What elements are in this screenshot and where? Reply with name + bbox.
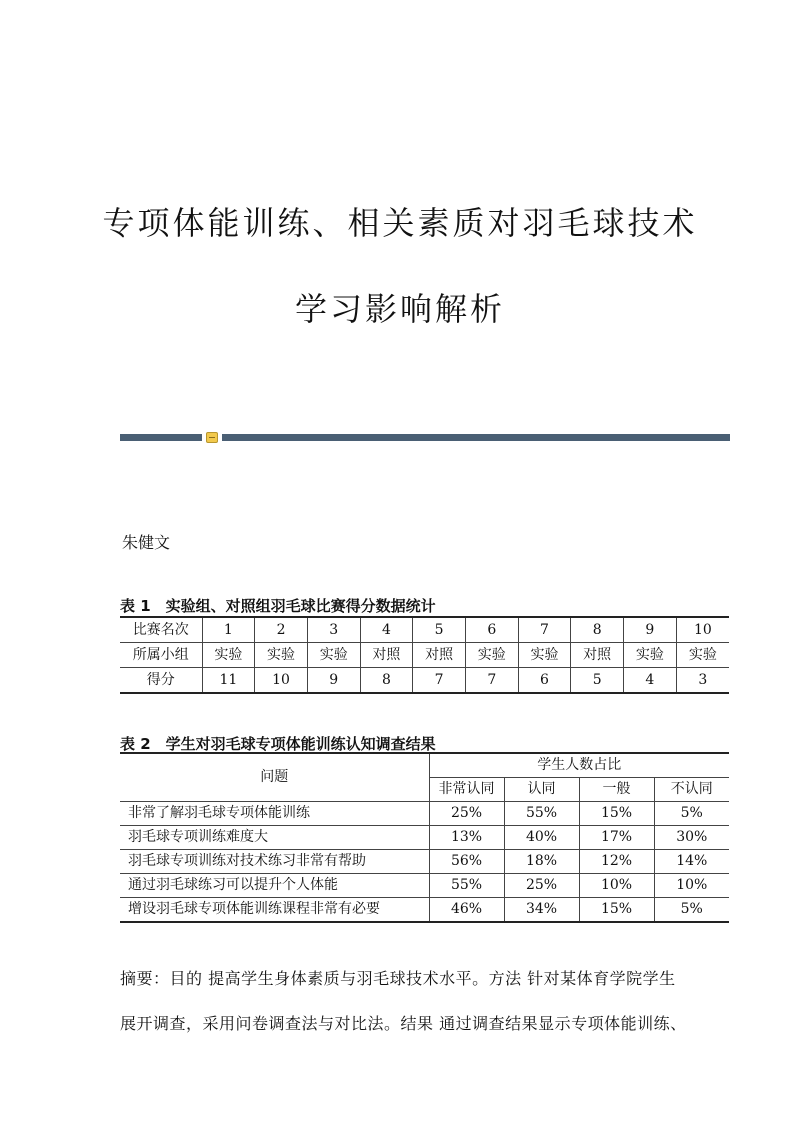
table2-cell: 34% [504, 898, 579, 923]
author: 朱健文 [122, 533, 171, 552]
table2-cell: 14% [654, 850, 729, 874]
table1-row-header: 得分 [120, 668, 202, 694]
table1-cell: 实验 [255, 643, 308, 668]
table2-cell: 13% [429, 826, 504, 850]
table1-cell: 4 [360, 617, 413, 643]
table1-cell: 3 [307, 617, 360, 643]
table2-question: 增设羽毛球专项体能训练课程非常有必要 [120, 898, 429, 923]
table2-row [120, 874, 729, 898]
table1-row-header: 比赛名次 [120, 617, 202, 643]
table2-cell: 10% [579, 874, 654, 898]
table1-cell: 4 [624, 668, 677, 694]
table2-row [120, 850, 729, 874]
table2-row [120, 898, 729, 923]
abstract-line-1: 摘要：目的 提高学生身体素质与羽毛球技术水平。方法 针对某体育学院学生 [120, 969, 676, 988]
table2-question: 羽毛球专项训练难度大 [120, 826, 429, 850]
table2-cell: 15% [579, 898, 654, 923]
table2-header-row [120, 753, 729, 778]
table1-cell: 对照 [571, 643, 624, 668]
table2-cell: 40% [504, 826, 579, 850]
table1-cell: 对照 [360, 643, 413, 668]
table2-caption: 表 2 学生对羽毛球专项体能训练认知调查结果 [120, 735, 436, 753]
abstract-line-2: 展开调查，采用问卷调查法与对比法。结果 通过调查结果显示专项体能训练、 [120, 1014, 687, 1033]
table2-row [120, 802, 729, 826]
table1-cell: 1 [202, 617, 255, 643]
table1-cell: 9 [307, 668, 360, 694]
table2-column-header: 一般 [579, 778, 654, 802]
table1-cell: 5 [571, 668, 624, 694]
table1-cell: 10 [676, 617, 729, 643]
table1-row [120, 668, 729, 694]
table2-header-group: 学生人数占比 [429, 753, 729, 778]
table2-cell: 25% [504, 874, 579, 898]
table2-column-header: 认同 [504, 778, 579, 802]
table2-column-header: 非常认同 [429, 778, 504, 802]
table1-cell: 实验 [624, 643, 677, 668]
table1-cell: 对照 [413, 643, 466, 668]
table1-caption: 表 1 实验组、对照组羽毛球比赛得分数据统计 [120, 597, 436, 615]
table1-row [120, 617, 729, 643]
table2-cell: 10% [654, 874, 729, 898]
table1-row-header: 所属小组 [120, 643, 202, 668]
table2-cell: 5% [654, 898, 729, 923]
table1-cell: 7 [465, 668, 518, 694]
table2-cell: 18% [504, 850, 579, 874]
table1-cell: 实验 [676, 643, 729, 668]
table2-cell: 56% [429, 850, 504, 874]
table2-cell: 25% [429, 802, 504, 826]
table1-cell: 实验 [518, 643, 571, 668]
table2-cell: 15% [579, 802, 654, 826]
divider-ornament-icon [206, 432, 218, 443]
table2-cell: 17% [579, 826, 654, 850]
table1-cell: 8 [360, 668, 413, 694]
title-line-2: 学习影响解析 [294, 290, 505, 328]
table2-survey-results [120, 752, 729, 923]
table2-cell: 46% [429, 898, 504, 923]
table2-cell: 5% [654, 802, 729, 826]
table2-cell: 30% [654, 826, 729, 850]
table1-cell: 11 [202, 668, 255, 694]
table1-cell: 8 [571, 617, 624, 643]
title-line-1: 专项体能训练、相关素质对羽毛球技术 [102, 204, 698, 242]
table2-cell: 12% [579, 850, 654, 874]
table1-row [120, 643, 729, 668]
table1-match-scores [120, 616, 729, 694]
table2-row [120, 826, 729, 850]
table2-cell: 55% [504, 802, 579, 826]
table1-cell: 6 [518, 668, 571, 694]
table1-cell: 2 [255, 617, 308, 643]
table1-cell: 6 [465, 617, 518, 643]
table1-cell: 实验 [465, 643, 518, 668]
table2-header-question: 问题 [120, 753, 429, 802]
table2-question: 非常了解羽毛球专项体能训练 [120, 802, 429, 826]
table1-cell: 7 [413, 668, 466, 694]
table1-cell: 3 [676, 668, 729, 694]
table1-cell: 实验 [307, 643, 360, 668]
table1-cell: 5 [413, 617, 466, 643]
table2-question: 羽毛球专项训练对技术练习非常有帮助 [120, 850, 429, 874]
table1-cell: 9 [624, 617, 677, 643]
table2-question: 通过羽毛球练习可以提升个人体能 [120, 874, 429, 898]
table2-cell: 55% [429, 874, 504, 898]
table2-column-header: 不认同 [654, 778, 729, 802]
table1-cell: 10 [255, 668, 308, 694]
table1-cell: 实验 [202, 643, 255, 668]
table1-cell: 7 [518, 617, 571, 643]
title-divider [120, 434, 730, 441]
